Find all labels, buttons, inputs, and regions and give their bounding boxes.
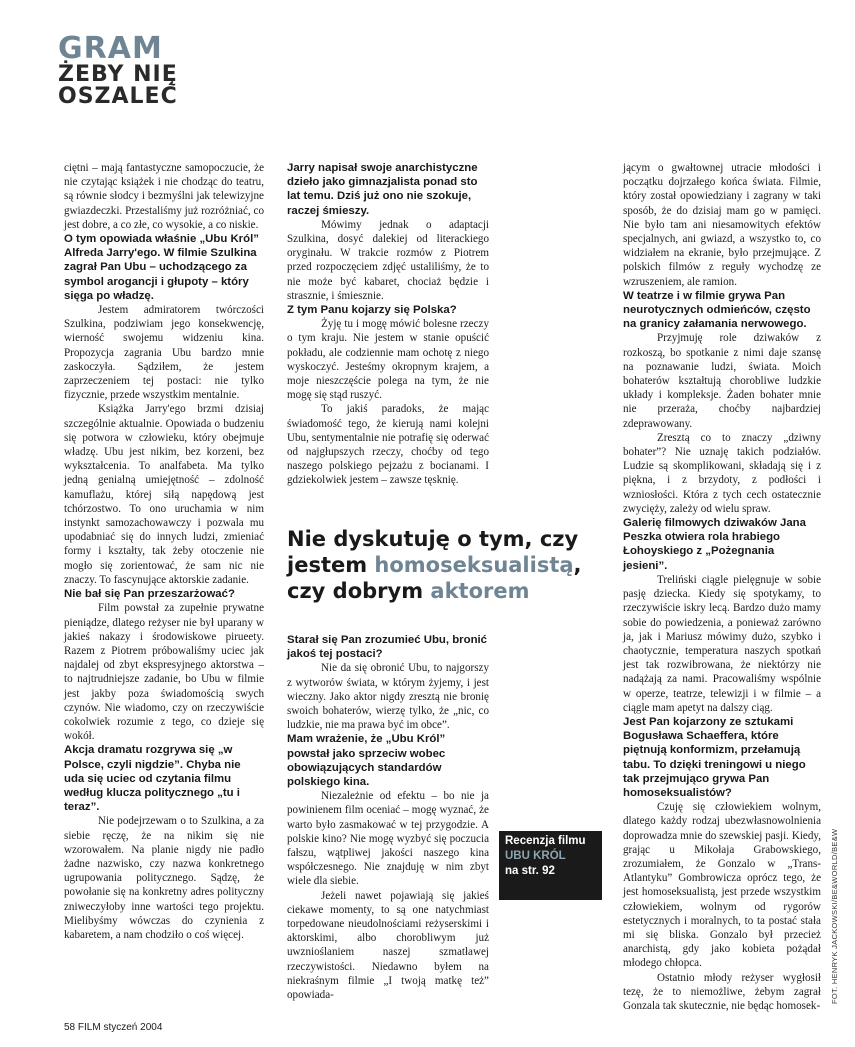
pull-quote-highlight-1: homoseksualistą [374,553,574,577]
paragraph: jącym o gwałtownej utracie młodości i początku dojrzałego końca świata. Filmie, który został opowiedziany i zagrany w taki sposób, że do dzisiaj mam go w pamięci. Nie było tam ani niesamowitych efektów specjalnych, ani gwiazd, a wszystko to, co widziałem na ekranie, było przejmujące. Z polskich filmów z reguły wychodzę ze wzruszeniem, ale ramion. [623,162,821,288]
interview-question: Akcja dramatu rozgrywa się „w Polsce, czyli nigdzie”. Chyba nie uda się uciec od czytania filmu według klucza politycznego „tu i teraz”. [64,744,241,814]
article-column-1 [64,161,264,942]
pull-quote-text-a: Nie dyskutuję o tym, czy jestem [287,527,579,577]
page-footer: 58 FILM styczeń 2004 [64,1022,163,1033]
paragraph: Czuję się człowiekiem wolnym, dlatego każdy rodzaj ubezwłasnowolnienia doprowadza mnie do szewskiej pasji. Kiedy, grając u Mikołaja Grabowskiego, zrozumiałem, że Gonzalo w „Trans-Atlantyku” Gombrowicza oprócz tego, że jest homoseksualistą, jest przede wszystkim człowiekiem, wolnym od rygorów estetycznych i moralnych, to ta postać stała mi się bliska. Gonzalo był przecież anarchistą, gdy jako kobieta pożądał młodego chłopca. [623,801,821,970]
paragraph: Mówimy jednak o adaptacji Szulkina, dosyć dalekiej od literackiego oryginału. W trakcie rozmów z Piotrem przed rozpoczęciem zdjęć ustaliliśmy, że to nie może być kabaret, chociaż będzie i strasznie, i śmiesznie. [287,218,489,302]
paragraph: Treliński ciągle pielęgnuje w sobie pasję dziecka. Kiedy się spotykamy, to rzeczywiście iskry lecą. Bardzo dużo mamy sobie do powiedzenia, a ponieważ zarówno ja, jak i Mariusz mówimy dużo, szybko i chaotycznie, temperatura naszych spotkań jest tak rozwibrowana, że niektórzy nie nadążają za nami. Pracowaliśmy wspólnie w operze, teatrze, telewizji i w filmie – a ciągle mam apetyt na dalszy ciąg. [623,573,821,714]
paragraph: Jestem admiratorem twórczości Szulkina, podziwiam jego konsekwencję, wierność swojemu widzeniu kina. Propozycja zagrania Ubu bardzo mnie zaskoczyła. Sądziłem, że jestem zaprzeczeniem tej postaci: nie tylko fizycznie, przede wszystkim mentalnie. [64,304,264,402]
paragraph: Przyjmuję role dziwaków z rozkoszą, bo spotkanie z nimi daje szansę na poznawanie ludzi, świata. Moich bohaterów kształtują chorobliwe ludzkie układy i kompleksje. Żaden bohater mnie nie przeraża, choćby najbardziej zdeprawowany. [623,332,821,430]
review-page-ref: na str. 92 [505,865,555,877]
paragraph: Nie da się obronić Ubu, to najgorszy z wytworów świata, w którym żyjemy, i jest wieczny. Jako aktor nigdy zresztą nie bronię swoich bohaterów, wierzę tylko, że „nic, co ludzkie, nie ma prawa być im obce”. [287,662,489,732]
interview-question: Z tym Panu kojarzy się Polska? [287,304,457,317]
interview-question: Mam wrażenie, że „Ubu Król” powstał jako sprzeciw wobec obowiązujących standardów polskiego kina. [287,733,446,789]
section-masthead [58,31,178,109]
interview-question: O tym opowiada właśnie „Ubu Król” Alfreda Jarry'ego. W filmie Szulkina zagrał Pan Ubu – uchodzącego za symbol arogancji i głupoty – który sięga po władzę. [64,233,259,302]
review-box [499,831,602,900]
interview-question: W teatrze i w filmie grywa Pan neurotycznych odmieńców, często na granicy załamania nerwowego. [623,289,811,331]
paragraph: ciętni – mają fantastyczne samopoczucie, że nie czytając książek i nie chodząc do teatru, są równie słodcy i bezmyślni jak telewizyjne gwiazdeczki. Przestaliśmy już rozróżniać, co jest dobre, a co złe, co wysokie, a co niskie. [64,162,264,231]
interview-question: Galerię filmowych dziwaków Jana Peszka otwiera rola hrabiego Łohoyskiego z „Pożegnania jesieni”. [623,517,806,572]
pull-quote-highlight-2: aktorem [430,579,530,603]
paragraph: Niezależnie od efektu – bo nie ja powinienem film oceniać – mogę wyznać, że warto było zasmakować w tej przygodzie. A polskie kino? Nie mogę wyzbyć się poczucia fałszu, wątpliwej jakości naszego kina współczesnego. Nie znajduję w nim zbyt wiele dla siebie. [287,790,489,888]
interview-question: Starał się Pan zrozumieć Ubu, bronić jakoś tej postaci? [287,634,488,661]
article-column-2-lower [287,633,489,1002]
masthead-line-2: ŻEBY NIĘ [58,62,178,87]
paragraph: To jakiś paradoks, że mając świadomość tego, że kierują nami kolejni Ubu, sentymentalnie nie potrafię się oderwać od najgłupszych rzeczy, choćby od tego naszego polskiego pejzażu z bocianami. I gdziekolwiek jestem – zawsze tęsknię. [287,403,489,487]
paragraph: Film powstał za zupełnie prywatne pieniądze, dlatego reżyser nie był uparany w jakieś nakazy i środowiskowe pirueety. Razem z Piotrem próbowaliśmy uciec jak najdalej od zbyt ekspresyjnego aktorstwa – to najtrudniejsze zadanie, bo Ubu w filmie jest jakby poza świadomością swych czynów. Nie wiadomo, czy on rzeczywiście cokolwiek rozumie z tego, co dzieje się wokół. [64,602,264,743]
paragraph: Żyję tu i mogę mówić bolesne rzeczy o tym kraju. Nie jestem w stanie opuścić pokładu, ale codziennie mam ochotę z niego wyskoczyć. Jesteśmy okropnym krajem, a moje nieszczęście polega na tym, że nie mogę się stąd ruszyć. [287,318,489,402]
review-film-title: UBU KRÓL [505,850,566,862]
photo-credit: FOT. HENRYK JACKOWSKI/BE&WORLD/BE&W [830,828,839,1004]
pull-quote [287,526,597,604]
paragraph: Zresztą co to znaczy „dziwny bohater”? Nie uznaję takich podziałów. Ludzie są skomplikowani, składają się i z piękna, i z brzydoty, z podłości i wzniosłości. Która z tych cech ostatecznie zwycięży, zależy od wielu spraw. [623,431,821,515]
masthead-line-3: OSZALEĆ [58,84,178,109]
paragraph: Ostatnio młody reżyser wygłosił tezę, że to niemożliwe, żebym zagrał Gonzala tak skutecznie, nie będąc homosek- [623,971,821,1012]
interview-question: Jest Pan kojarzony ze sztukami Bogusława Schaeffera, które piętnują konformizm, przełamują tabu. To dzięki treningowi u niego tak przejmująco grywa Pan homoseksualistów? [623,715,806,799]
pull-quote-text-b: , czy dobrym [287,553,582,603]
paragraph: Książka Jarry'ego brzmi dzisiaj szczególnie aktualnie. Opowiada o budzeniu się potwora w człowieku, który obejmuje władzę. Ubu jest nikim, bez korzeni, bez wykształcenia. To analfabeta. Ma tylko jedną genialną umiejętność – zdolność kamuflażu, której siłą napędową jest tchórzostwo. To ono uruchamia w nim instynkt samozachowawczy i pozwala mu upodabniać się do innych ludzi, zmieniać formy i kształty, tak żeby otoczenie nie mogło się zorientować, że sam nic nie znaczy. To fascynujące aktorskie zadanie. [64,403,264,586]
paragraph: Nie podejrzewam o to Szulkina, a za siebie ręczę, że na nikim się nie wzorowałem. Na planie nigdy nie padło żadne nazwisko, czy nazwa konkretnego ugrupowania politycznego. Sądzę, że powołanie się na konkretny adres polityczny zniweczyłoby inne wartości tego projektu. Mielibyśmy wówczas do czynienia z kabaretem, a nam chodziło o coś więcej. [64,815,264,941]
article-column-3 [623,161,821,1013]
masthead-line-1: GRAM [58,31,163,66]
interview-question: Jarry napisał swoje anarchistyczne dzieło jako gimnazjalista ponad sto lat temu. Dziś już ono nie szokuje, raczej śmieszy. [287,162,478,217]
review-label: Recenzja filmu [505,835,586,847]
interview-question: Nie bał się Pan przeszarżować? [64,588,235,601]
article-column-2 [287,161,489,488]
paragraph: Jeżeli nawet pojawiają się jakieś ciekawe momenty, to są one natychmiast torpedowane nieudolnościami reżyserskimi i aktorskimi, albo chorobliwym już uwznioślaniem naszej szmatławej rzeczywistości. Niedawno byłem na niekraśnym filmie „I twoją matkę też” opowiada- [287,889,489,1002]
